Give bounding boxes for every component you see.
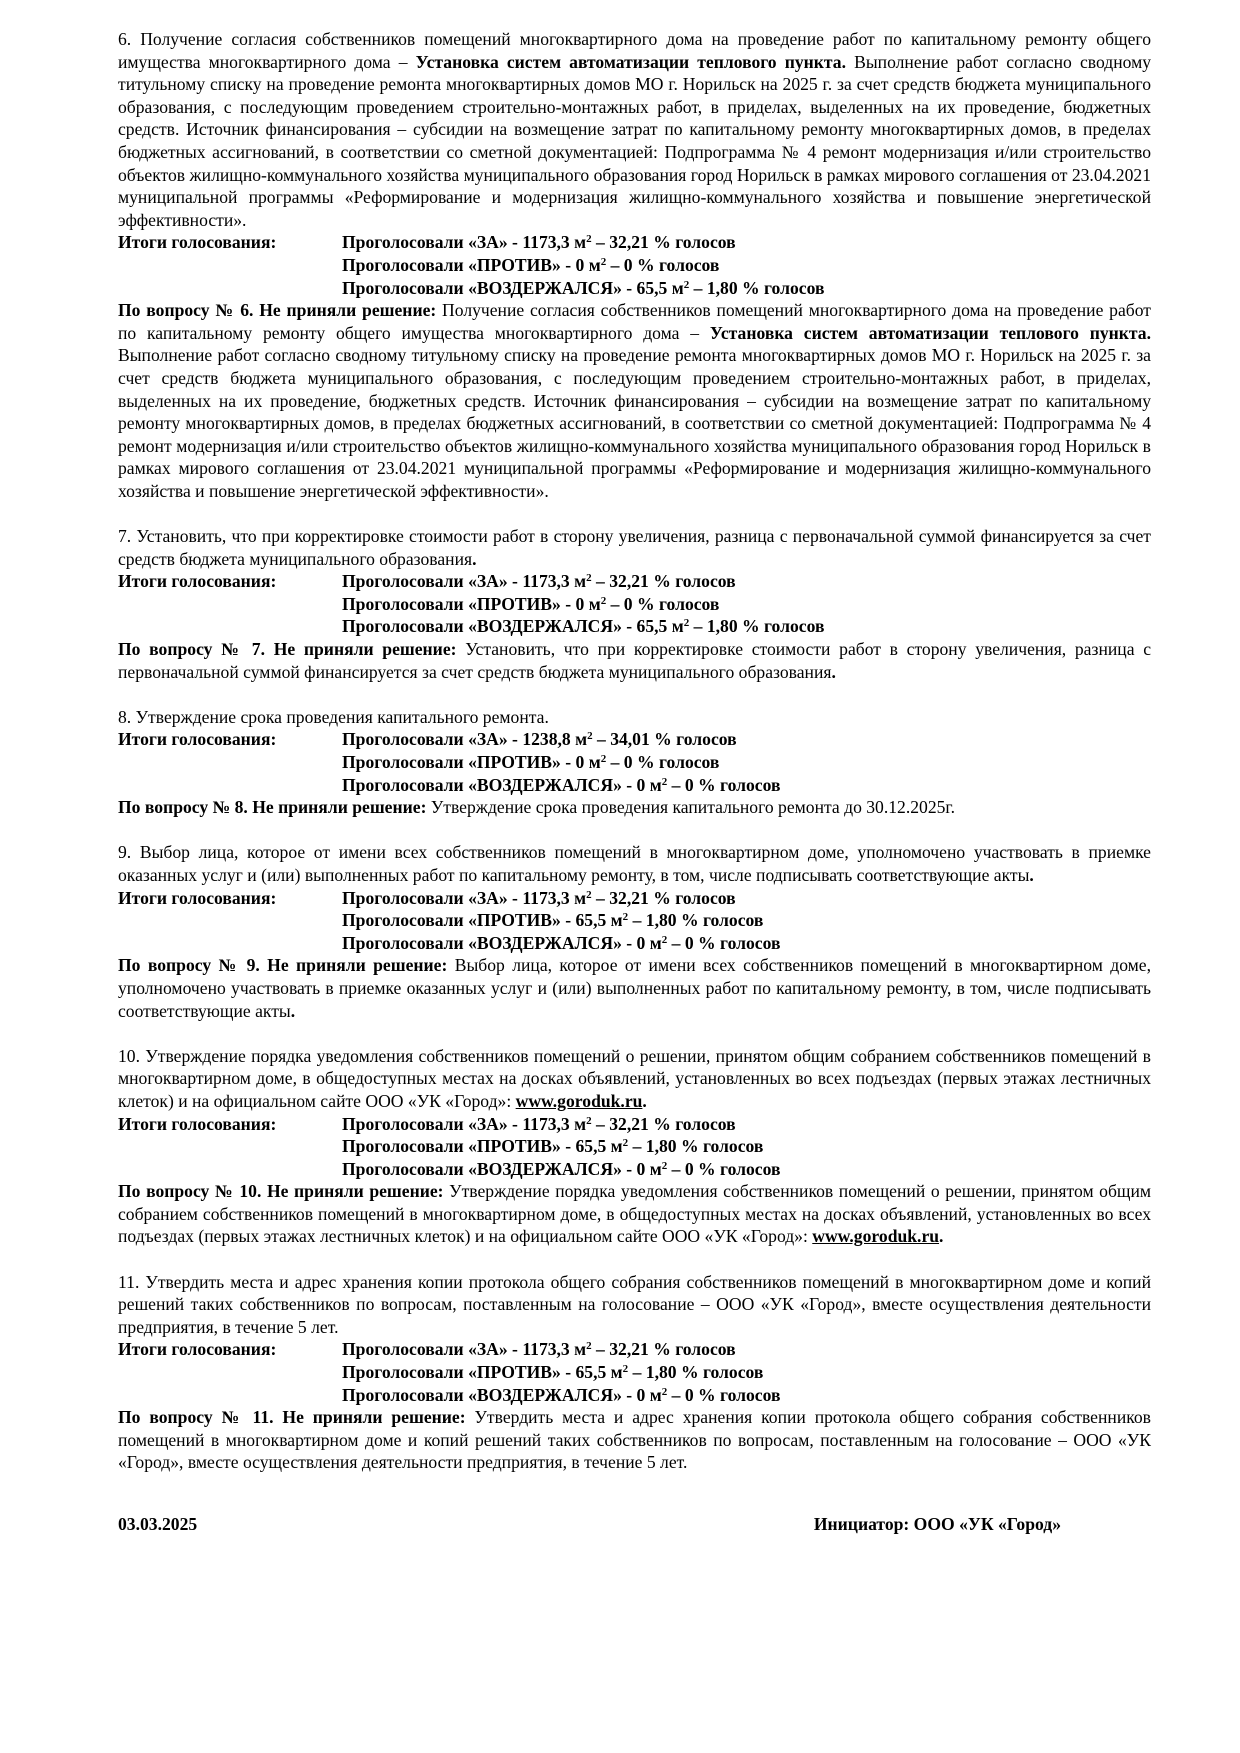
decision-text: По вопросу № 8. Не приняли решение: Утверждение срока проведения капитального ремонта до 30.12.2025г. (118, 797, 956, 818)
section-7 (118, 525, 1151, 683)
vote-row: Проголосовали «ВОЗДЕРЖАЛСЯ» - 0 $м^2 - 0$ % голосов (342, 774, 781, 795)
initiator: Инициатор: ООО «УК «Город» (813, 1513, 1061, 1534)
vote-row: Проголосовали «ВОЗДЕРЖАЛСЯ» - 0 $м^2 - 0$ % голосов (342, 1158, 781, 1179)
question-text: 8. Утверждение срока проведения капитального ремонта. (118, 706, 549, 727)
vote-row: Итоги голосования: Проголосовали «ЗА» - 1173,3 $м^2 - 32,21$ % голосов (118, 571, 736, 592)
vote-label: Итоги голосования: (118, 1339, 277, 1360)
vote-label: Итоги голосования: (118, 571, 277, 592)
vote-row: Итоги голосования: Проголосовали «ЗА» - 1238,8 $м^2 - 34,01$ % голосов (118, 729, 737, 750)
vote-row: Проголосовали «ПРОТИВ» - 0 $м^2 - 0$ % голосов (342, 593, 720, 614)
decision-text: По вопросу № 6. Не приняли решение: Получение согласия собственников помещений многоквартирного дома на проведение работ по капитальному ремонту общего имущества многоквартирного дома – Установка систем автоматизации теплового пункта. Выполнение работ согласно сводному титульному списку на проведение ремонта многоквартирных домов МО г. Норильск на 2025 г. за счет средств бюджета муниципального образования, с последующим проведением строительно-монтажных работ, в приделах, выделенных на их проведение, бюджетных средств. Источник финансирования – субсидии на возмещение затрат по капитальному ремонту многоквартирных домов, в пределах бюджетных ассигнований, в соответствии со сметной документацией: Подпрограмма № 4 ремонт модернизация и/или строительство объектов жилищно-коммунального хозяйства муниципального образования город Норильск в рамках мирового соглашения от 23.04.2021 муниципальной программы «Реформирование и модернизация жилищно-коммунального хозяйства и повышение энергетической эффективности». (118, 300, 1151, 501)
section-9 (118, 841, 1151, 1022)
section-6 (118, 28, 1151, 502)
vote-row: Проголосовали «ПРОТИВ» - 65,5 $м^2 - 1,80$ % голосов (342, 910, 764, 931)
document-footer (118, 1513, 1151, 1536)
vote-row: Проголосовали «ВОЗДЕРЖАЛСЯ» - 0 $м^2 - 0$ % голосов (342, 932, 781, 953)
vote-label: Итоги голосования: (118, 232, 277, 253)
decision-text: По вопросу № 9. Не приняли решение: Выбор лица, которое от имени всех собственников помещений в многоквартирном доме, уполномочено участвовать в приемке оказанных услуг и (или) выполненных работ по капитальному ремонту, в том, числе подписывать соответствующие акты. (118, 955, 1152, 1021)
vote-label: Итоги голосования: (118, 1113, 277, 1134)
vote-row: Итоги голосования: Проголосовали «ЗА» - 1173,3 $м^2 - 32,21$ % голосов (118, 1113, 736, 1134)
section-10 (118, 1045, 1151, 1248)
question-text: 9. Выбор лица, которое от имени всех собственников помещений в многоквартирном доме, уполномочено участвовать в приемке оказанных услуг и (или) выполненных работ по капитальному ремонту, в том, числе подписывать соответствующие акты. (118, 842, 1151, 885)
vote-row: Проголосовали «ПРОТИВ» - 0 $м^2 - 0$ % голосов (342, 254, 720, 275)
vote-label: Итоги голосования: (118, 887, 277, 908)
question-text: 10. Утверждение порядка уведомления собственников помещений о решении, принятом общим собранием собственников помещений в многоквартирном доме, в общедоступных местах на досках объявлений, установленных во всех подъездах (первых этажах лестничных клеток) и на официальном сайте ООО «УК «Город»: www.goroduk.ru. (118, 1045, 1151, 1111)
vote-row: Проголосовали «ПРОТИВ» - 65,5 $м^2 - 1,80$ % голосов (342, 1136, 764, 1157)
question-text: 6. Получение согласия собственников помещений многоквартирного дома на проведение работ по капитальному ремонту общего имущества многоквартирного дома – Установка систем автоматизации теплового пункта. Выполнение работ согласно сводному титульному списку на проведение ремонта многоквартирных домов МО г. Норильск на 2025 г. за счет средств бюджета муниципального образования, с последующим проведением строительно-монтажных работ, в приделах, выделенных на их проведение, бюджетных средств. Источник финансирования – субсидии на возмещение затрат по капитальному ремонту многоквартирных домов, в пределах бюджетных ассигнований, в соответствии со сметной документацией: Подпрограмма № 4 ремонт модернизация и/или строительство объектов жилищно-коммунального хозяйства муниципального образования город Норильск в рамках мирового соглашения от 23.04.2021 муниципальной программы «Реформирование и модернизация жилищно-коммунального хозяйства и повышение энергетической эффективности». (118, 29, 1151, 230)
question-text: 11. Утвердить места и адрес хранения копии протокола общего собрания собственников помещений в многоквартирном доме и копий решений таких собственников по вопросам, поставленным на голосование – ООО «УК «Город», вместе осуществления деятельности предприятия, в течение 5 лет. (118, 1271, 1151, 1337)
section-11 (118, 1271, 1151, 1474)
decision-text: По вопросу № 10. Не приняли решение: Утверждение порядка уведомления собственников помещений о решении, принятом общим собранием собственников помещений в многоквартирном доме, в общедоступных местах на досках объявлений, установленных во всех подъездах (первых этажах лестничных клеток) и на официальном сайте ООО «УК «Город»: www.goroduk.ru. (118, 1181, 1152, 1247)
vote-row: Итоги голосования: Проголосовали «ЗА» - 1173,3 $м^2 - 32,21$ % голосов (118, 1339, 736, 1360)
decision-text: По вопросу № 7. Не приняли решение: Установить, что при корректировке стоимости работ в сторону увеличения, разница с первоначальной суммой финансируется за счет средств бюджета муниципального образования. (118, 639, 1152, 682)
vote-row: Проголосовали «ВОЗДЕРЖАЛСЯ» - 65,5 $м^2 - 1,80$ % голосов (342, 277, 825, 298)
vote-row: Проголосовали «ВОЗДЕРЖАЛСЯ» - 0 $м^2 - 0$ % голосов (342, 1384, 781, 1405)
vote-row: Проголосовали «ПРОТИВ» - 65,5 $м^2 - 1,80$ % голосов (342, 1362, 764, 1383)
section-8 (118, 706, 1151, 819)
decision-text: По вопросу № 11. Не приняли решение: Утвердить места и адрес хранения копии протокола общего собрания собственников помещений в многоквартирном доме и копий решений таких собственников по вопросам, поставленным на голосование – ООО «УК «Город», вместе осуществления деятельности предприятия, в течение 5 лет. (118, 1407, 1151, 1473)
vote-row: Проголосовали «ПРОТИВ» - 0 $м^2 - 0$ % голосов (342, 752, 720, 772)
question-text: 7. Установить, что при корректировке стоимости работ в сторону увеличения, разница с первоначальной суммой финансируется за счет средств бюджета муниципального образования. (118, 526, 1151, 569)
vote-row: Итоги голосования: Проголосовали «ЗА» - 1173,3 $м^2 - 32,21$ % голосов (118, 232, 736, 253)
document-date: 03.03.2025 (118, 1513, 198, 1534)
vote-row: Итоги голосования: Проголосовали «ЗА» - 1173,3 $м^2 - 32,21$ % голосов (118, 887, 736, 908)
vote-label: Итоги голосования: (118, 729, 277, 750)
website-link[interactable]: www.goroduk.ru (812, 1226, 940, 1247)
vote-row: Проголосовали «ВОЗДЕРЖАЛСЯ» - 65,5 $м^2 - 1,80$ % голосов (342, 616, 825, 637)
document-page (118, 28, 1151, 1535)
website-link[interactable]: www.goroduk.ru (515, 1090, 643, 1111)
